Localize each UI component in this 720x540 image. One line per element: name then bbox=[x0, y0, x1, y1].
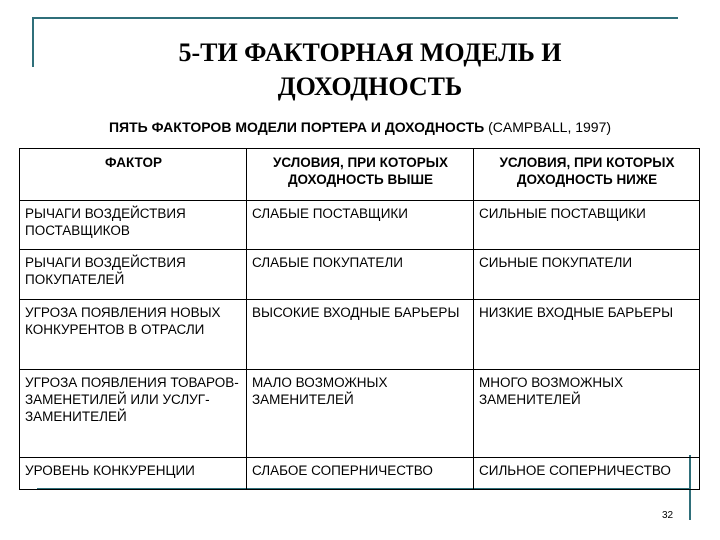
factor-cell: УГРОЗА ПОЯВЛЕНИЯ НОВЫХ КОНКУРЕНТОВ В ОТРАСЛИ bbox=[20, 300, 247, 370]
page-number: 32 bbox=[662, 510, 674, 521]
higher-cell: СЛАБЫЕ ПОКУПАТЕЛИ bbox=[247, 250, 474, 300]
higher-cell: МАЛО ВОЗМОЖНЫХ ЗАМЕНИТЕЛЕЙ bbox=[247, 370, 474, 458]
slide-subtitle bbox=[0, 119, 720, 135]
factor-cell: РЫЧАГИ ВОЗДЕЙСТВИЯ ПОКУПАТЕЛЕЙ bbox=[20, 250, 247, 300]
porter-factors-table bbox=[19, 148, 700, 490]
lower-cell: СИЬНЫЕ ПОКУПАТЕЛИ bbox=[474, 250, 700, 300]
table-header-row bbox=[20, 149, 700, 201]
decor-line-top bbox=[32, 17, 678, 19]
table-row bbox=[20, 300, 700, 370]
table-row bbox=[20, 201, 700, 250]
higher-cell: ВЫСОКИЕ ВХОДНЫЕ БАРЬЕРЫ bbox=[247, 300, 474, 370]
table-row bbox=[20, 250, 700, 300]
lower-cell: МНОГО ВОЗМОЖНЫХ ЗАМЕНИТЕЛЕЙ bbox=[474, 370, 700, 458]
header-factor: ФАКТОР bbox=[20, 149, 247, 201]
factor-cell: РЫЧАГИ ВОЗДЕЙСТВИЯ ПОСТАВЩИКОВ bbox=[20, 201, 247, 250]
slide-title-line-2: ДОХОДНОСТЬ bbox=[277, 72, 463, 101]
higher-cell: СЛАБЫЕ ПОСТАВЩИКИ bbox=[247, 201, 474, 250]
table-row bbox=[20, 458, 700, 490]
lower-cell: СИЛЬНОЕ СОПЕРНИЧЕСТВО bbox=[474, 458, 700, 490]
subtitle-source-text: (CAMPBALL, 1997) bbox=[484, 119, 612, 135]
header-higher-profit: УСЛОВИЯ, ПРИ КОТОРЫХ ДОХОДНОСТЬ ВЫШЕ bbox=[247, 149, 474, 201]
factor-cell: УРОВЕНЬ КОНКУРЕНЦИИ bbox=[20, 458, 247, 490]
subtitle-bold-text: ПЯТЬ ФАКТОРОВ МОДЕЛИ ПОРТЕРА И ДОХОДНОСТЬ bbox=[108, 119, 485, 135]
lower-cell: НИЗКИЕ ВХОДНЫЕ БАРЬЕРЫ bbox=[474, 300, 700, 370]
table-row bbox=[20, 370, 700, 458]
header-lower-profit: УСЛОВИЯ, ПРИ КОТОРЫХ ДОХОДНОСТЬ НИЖЕ bbox=[474, 149, 700, 201]
higher-cell: СЛАБОЕ СОПЕРНИЧЕСТВО bbox=[247, 458, 474, 490]
slide-title bbox=[60, 36, 680, 104]
slide-title-line-1: 5-ТИ ФАКТОРНАЯ МОДЕЛЬ И bbox=[178, 38, 562, 67]
lower-cell: СИЛЬНЫЕ ПОСТАВЩИКИ bbox=[474, 201, 700, 250]
decor-line-left bbox=[32, 17, 34, 67]
factor-cell: УГРОЗА ПОЯВЛЕНИЯ ТОВАРОВ-ЗАМЕНЕТИЛЕЙ ИЛИ УСЛУГ-ЗАМЕНИТЕЛЕЙ bbox=[20, 370, 247, 458]
